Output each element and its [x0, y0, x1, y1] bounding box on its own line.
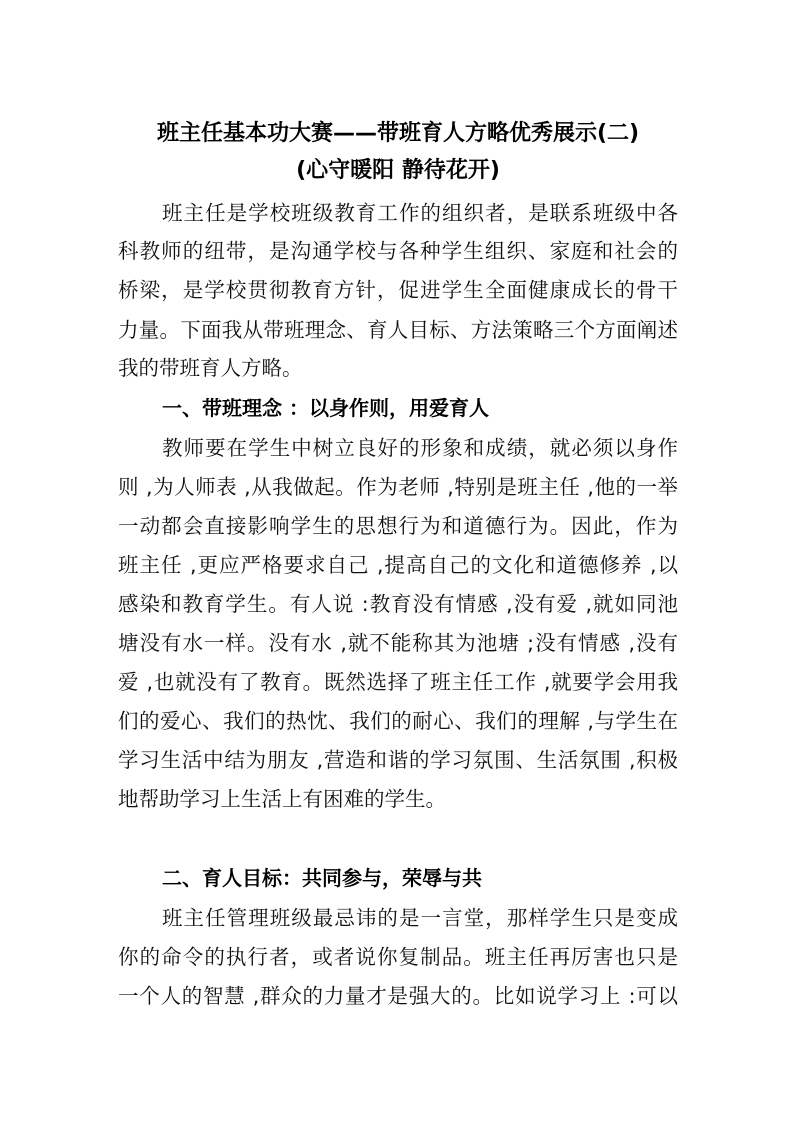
section1-line: 爱 ,也就没有了教育。既然选择了班主任工作 ,就要学会用我: [118, 670, 678, 694]
intro-line: 桥梁，是学校贯彻教育方针，促进学生全面健康成长的骨干: [118, 278, 678, 302]
section1-line: 塘没有水一样。没有水 ,就不能称其为池塘 ;没有情感 ,没有: [118, 631, 678, 655]
intro-line: 我的带班育人方略。: [118, 356, 303, 380]
section-heading-1: 一、带班理念 ：以身作则，用爱育人: [162, 396, 489, 420]
document-title: 班主任基本功大赛——带班育人方略优秀展示(二): [156, 121, 640, 146]
intro-line: 科教师的纽带，是沟通学校与各种学生组织、家庭和社会的: [118, 239, 678, 263]
document-subtitle: (心守暖阳 静待花开): [296, 158, 500, 183]
section2-line: 班主任管理班级最忌讳的是一言堂，那样学生只是变成: [162, 906, 678, 930]
intro-line: 力量。下面我从带班理念、育人目标、方法策略三个方面阐述: [118, 318, 678, 342]
section1-line: 地帮助学习上生活上有困难的学生。: [118, 787, 446, 811]
section2-line: 一个人的智慧 ,群众的力量才是强大的。比如说学习上 :可以: [118, 984, 678, 1008]
section1-line: 一动都会直接影响学生的思想行为和道德行为。因此，作为: [118, 514, 678, 538]
section1-line: 则 ,为人师表 ,从我做起。作为老师 ,特别是班主任 ,他的一举: [118, 475, 678, 499]
section2-line: 你的命令的执行者，或者说你复制品。班主任再厉害也只是: [118, 945, 678, 969]
section1-line: 学习生活中结为朋友 ,营造和谐的学习氛围、生活氛围 ,积极: [118, 748, 678, 772]
section1-line: 感染和教育学生。有人说 :教育没有情感 ,没有爱 ,就如同池: [118, 592, 678, 616]
intro-line: 班主任是学校班级教育工作的组织者，是联系班级中各: [162, 201, 678, 225]
section-heading-2: 二、育人目标：共同参与，荣辱与共: [162, 866, 482, 890]
section1-line: 们的爱心、我们的热忱、我们的耐心、我们的理解 ,与学生在: [118, 709, 678, 733]
section1-line: 班主任 ,更应严格要求自己 ,提高自己的文化和道德修养 ,以: [118, 553, 678, 577]
section1-line: 教师要在学生中树立良好的形象和成绩，就必须以身作: [162, 436, 678, 460]
